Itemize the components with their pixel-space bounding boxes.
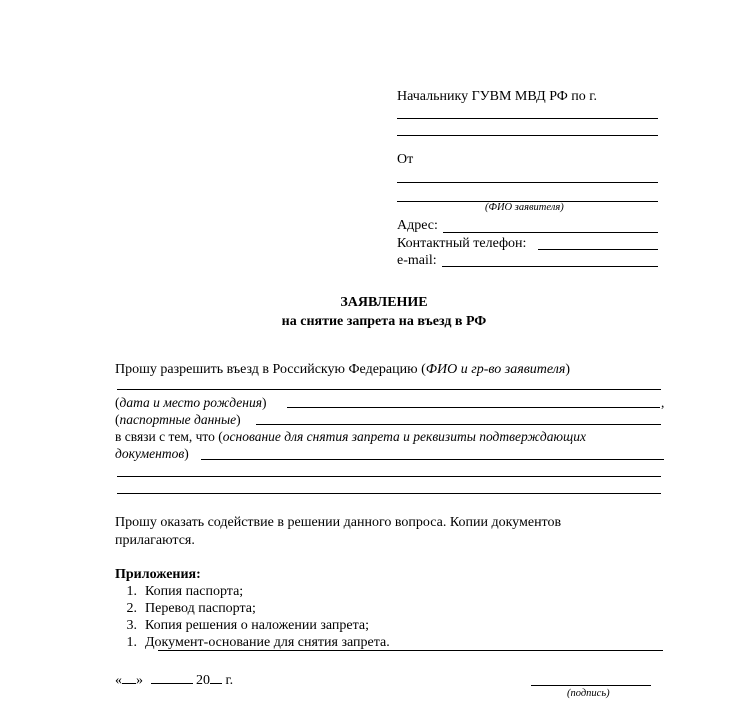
attachment-text: Документ-основание для снятия запрета. — [145, 635, 390, 650]
addressee-blank-2 — [397, 135, 658, 136]
document-subtitle: на снятие запрета на въезд в РФ — [281, 314, 487, 329]
reason-blank-1 — [201, 459, 664, 460]
attachment-text: Копия паспорта; — [145, 584, 244, 599]
birth-hint: дата и место рождения — [119, 395, 262, 410]
attachments-underline — [158, 650, 663, 651]
reason-blank-3 — [117, 493, 661, 494]
reason-prefix: в связи с тем, что ( — [115, 429, 223, 444]
attachment-text: Перевод паспорта; — [145, 601, 256, 616]
assist-line-1: Прошу оказать содействие в решении данного вопроса. Копии документов — [115, 515, 562, 530]
attachment-item — [115, 617, 369, 634]
request-prefix: Прошу разрешить въезд в Российскую Федерацию ( — [115, 362, 426, 377]
attachment-number: 3. — [126, 618, 137, 633]
date-quote-open: « — [115, 673, 122, 688]
phone-blank — [538, 249, 658, 250]
attachment-number: 1. — [126, 635, 137, 650]
attachment-item — [115, 583, 243, 600]
reason-blank-2 — [117, 476, 661, 477]
reason-line-2: документов) — [115, 446, 189, 461]
birth-line: (дата и место рождения) — [115, 395, 267, 410]
attachment-text: Копия решения о наложении запрета; — [145, 618, 369, 633]
signature-blank — [531, 685, 651, 686]
birth-comma: , — [661, 395, 665, 410]
attachments-heading: Приложения: — [115, 567, 201, 582]
passport-line: (паспортные данные) — [115, 412, 241, 427]
attachment-item — [115, 600, 256, 617]
request-blank — [117, 389, 661, 390]
birth-blank — [287, 407, 660, 408]
reason-line — [115, 428, 586, 445]
reason-hint-2: документов — [115, 446, 185, 461]
request-line — [115, 361, 570, 378]
address-blank — [443, 232, 658, 233]
request-suffix: ) — [565, 362, 571, 377]
from-blank-1 — [397, 182, 658, 183]
addressee-blank-1 — [397, 118, 658, 119]
passport-blank — [256, 424, 661, 425]
document-title: ЗАЯВЛЕНИЕ — [340, 295, 428, 310]
passport-hint: паспортные данные — [119, 412, 237, 427]
email-label: e-mail: — [397, 253, 437, 268]
attachment-number: 1. — [126, 584, 137, 599]
email-blank — [442, 266, 658, 267]
phone-label: Контактный телефон: — [397, 236, 527, 251]
date-field — [115, 671, 233, 689]
assist-line-2: прилагаются. — [115, 533, 195, 548]
signature-caption: (подпись) — [567, 688, 610, 699]
address-label: Адрес: — [397, 218, 438, 233]
attachment-item — [115, 634, 390, 651]
from-label: От — [397, 152, 414, 167]
request-hint: ФИО и гр-во заявителя — [425, 362, 566, 377]
reason-hint-1: основание для снятия запрета и реквизиты подтверждающих — [222, 429, 586, 444]
date-year-suffix: г. — [225, 673, 234, 688]
date-quote-close: » — [136, 673, 143, 688]
attachment-number: 2. — [126, 601, 137, 616]
fio-caption: (ФИО заявителя) — [485, 202, 564, 213]
addressee-line: Начальнику ГУВМ МВД РФ по г. — [397, 89, 597, 104]
date-year-prefix: 20 — [196, 673, 210, 688]
